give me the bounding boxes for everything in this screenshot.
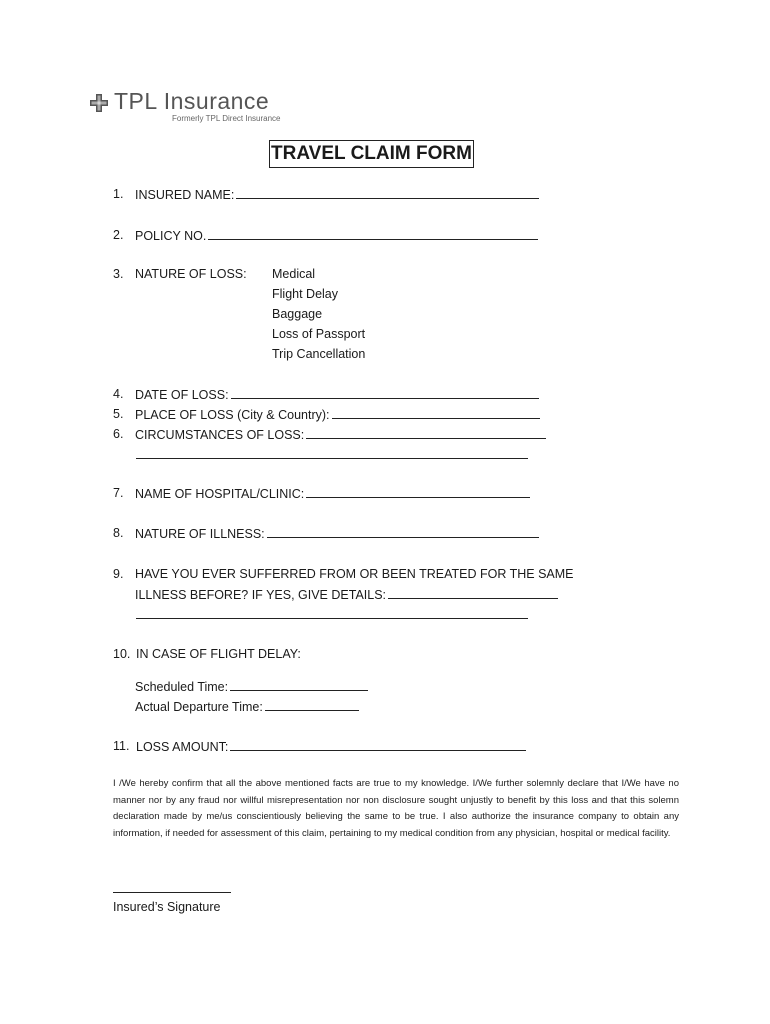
field-number: 1. (113, 187, 124, 201)
signature-label: Insured’s Signature (113, 900, 221, 914)
actual-departure-input[interactable] (265, 698, 359, 711)
circumstances-input[interactable] (306, 426, 546, 439)
loss-option-trip-cancellation[interactable]: Trip Cancellation (272, 347, 366, 361)
loss-option-flight-delay[interactable]: Flight Delay (272, 287, 338, 301)
field-label: PLACE OF LOSS (City & Country): (135, 408, 330, 422)
scheduled-time-row (135, 678, 368, 695)
loss-amount-input[interactable] (230, 738, 526, 751)
field-number: 11. (113, 739, 130, 753)
loss-option-baggage[interactable]: Baggage (272, 307, 323, 321)
field-label: CIRCUMSTANCES OF LOSS: (135, 428, 305, 442)
field-label: DATE OF LOSS: (135, 388, 229, 402)
circumstances-line-2[interactable] (136, 458, 528, 459)
field-number: 6. (113, 427, 124, 441)
insured-name-input[interactable] (236, 186, 539, 199)
loss-option-medical[interactable]: Medical (272, 267, 316, 281)
signature-line[interactable] (113, 892, 231, 893)
field-number: 3. (113, 267, 124, 281)
previous-illness-line-3[interactable] (136, 618, 528, 619)
field-number: 2. (113, 228, 124, 242)
field-label: NATURE OF LOSS: (135, 267, 247, 281)
field-label: LOSS AMOUNT: (136, 740, 229, 754)
actual-departure-label: Actual Departure Time: (135, 700, 263, 714)
scheduled-time-label: Scheduled Time: (135, 680, 229, 694)
actual-departure-row (135, 698, 359, 715)
field-number: 8. (113, 526, 124, 540)
field-label: HAVE YOU EVER SUFFERRED FROM OR BEEN TREATED FOR THE SAME (135, 567, 574, 581)
form-title: TRAVEL CLAIM FORM (269, 140, 474, 168)
company-logo (90, 88, 330, 128)
scheduled-time-input[interactable] (230, 678, 368, 691)
declaration-text: I /We hereby confirm that all the above mentioned facts are true to my knowledge. I/We further solemnly declare that I/We have no manner nor by any fraud nor willful misrepresentation nor non disclosure sought unjustly to benefit by this loss and that this solemn declaration made by me/us conscientiously believing the same to be true. I also authorize the insurance company to obtain any information, if needed for assessment of this claim, pertaining to my medical condition from any physician, hospital or medical facility. (113, 778, 679, 839)
loss-option-passport[interactable]: Loss of Passport (272, 327, 366, 341)
policy-no-input[interactable] (208, 227, 538, 240)
logo-tagline: Formerly TPL Direct Insurance (172, 114, 281, 123)
date-of-loss-input[interactable] (231, 386, 539, 399)
field-number: 5. (113, 407, 124, 421)
field-previous-illness-line-2 (135, 586, 558, 603)
field-label: POLICY NO. (135, 229, 207, 243)
field-label: NATURE OF ILLNESS: (135, 527, 265, 541)
field-label: INSURED NAME: (135, 188, 235, 202)
field-label: IN CASE OF FLIGHT DELAY: (136, 647, 301, 661)
field-number: 9. (113, 567, 124, 581)
field-number: 10. (113, 647, 131, 661)
logo-name: TPL Insurance (114, 88, 270, 114)
cross-logo-icon (90, 94, 108, 112)
field-number: 4. (113, 387, 124, 401)
previous-illness-input[interactable] (388, 586, 558, 599)
nature-of-illness-input[interactable] (267, 525, 539, 538)
field-number: 7. (113, 486, 124, 500)
field-label-continued: ILLNESS BEFORE? IF YES, GIVE DETAILS: (135, 588, 387, 602)
field-label: NAME OF HOSPITAL/CLINIC: (135, 487, 305, 501)
hospital-input[interactable] (306, 485, 530, 498)
place-of-loss-input[interactable] (332, 406, 540, 419)
